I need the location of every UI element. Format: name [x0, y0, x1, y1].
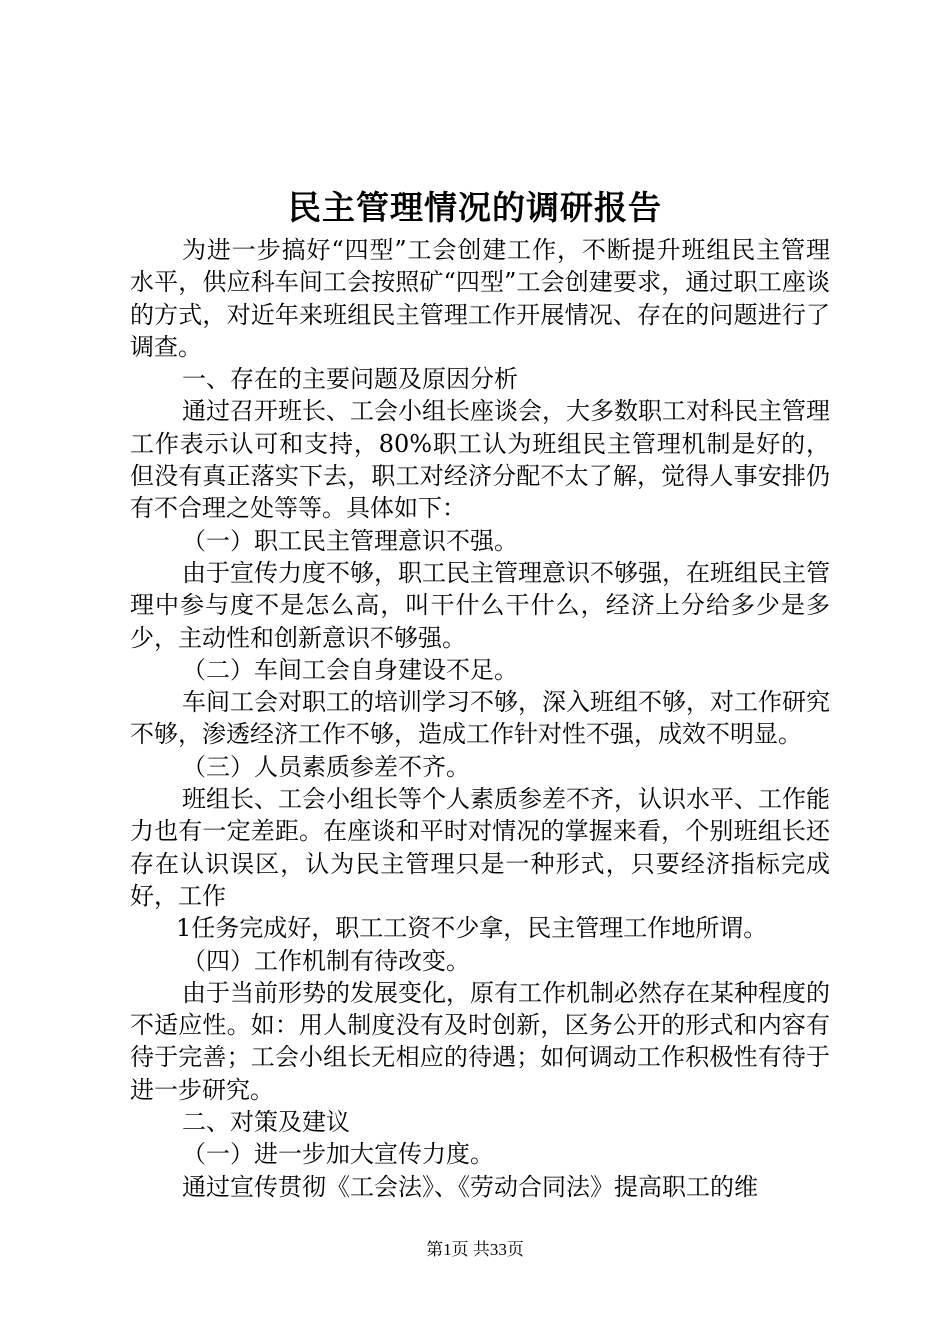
subheading-2: （二）车间工会自身建设不足。 [182, 655, 518, 684]
document-body [130, 234, 830, 1203]
paragraph-4: 由于当前形势的发展变化，原有工作机制必然存在某种程度的不适应性。如：用人制度没有及时创新，区务公开的形式和内容有待于完善；工会小组长无相应的待遇；如何调动工作积极性有待于进一步研究。 [130, 978, 830, 1104]
paragraph-5: 通过宣传贯彻《工会法》、《劳动合同法》提高职工的维 [182, 1172, 758, 1201]
paragraph-intro: 为进一步搞好“四型”工会创建工作，不断提升班组民主管理水平，供应科车间工会按照矿“四型”工会创建要求，通过职工座谈的方式，对近年来班组民主管理工作开展情况、存在的问题进行了调查。 [130, 236, 830, 361]
document-title: 民主管理情况的调研报告 [288, 188, 662, 227]
heading-section-1: 一、存在的主要问题及原因分析 [182, 365, 518, 394]
heading-section-2: 二、对策及建议 [182, 1108, 350, 1137]
paragraph-2: 车间工会对职工的培训学习不够，深入班组不够，对工作研究不够，渗透经济工作不够，造成工作针对性不强，成效不明显。 [130, 688, 830, 749]
paragraph-survey: 通过召开班长、工会小组长座谈会，大多数职工对科民主管理工作表示认可和支持，80%职工认为班组民主管理机制是好的，但没有真正落实下去，职工对经济分配不太了解，觉得人事安排仍有不合理之处等等。具体如下： [130, 397, 830, 523]
paragraph-3-continued: 1任务完成好，职工工资不少拿，民主管理工作地所谓。 [176, 914, 768, 943]
page-number: 第1页 共33页 [426, 1240, 524, 1259]
paragraph-1: 由于宣传力度不够，职工民主管理意识不够强，在班组民主管理中参与度不是怎么高，叫干什么干什么，经济上分给多少是多少，主动性和创新意识不够强。 [130, 558, 830, 652]
subheading-3: （三）人员素质参差不齐。 [182, 752, 470, 781]
subheading-5: （一）进一步加大宣传力度。 [182, 1140, 494, 1169]
paragraph-3: 班组长、工会小组长等个人素质参差不齐，认识水平、工作能力也有一定差距。在座谈和平时对情况的掌握来看，个别班组长还存在认识误区，认为民主管理只是一种形式，只要经济指标完成好，工作 [130, 785, 830, 910]
subheading-4: （四）工作机制有待改变。 [182, 946, 470, 975]
subheading-1: （一）职工民主管理意识不强。 [182, 526, 518, 555]
